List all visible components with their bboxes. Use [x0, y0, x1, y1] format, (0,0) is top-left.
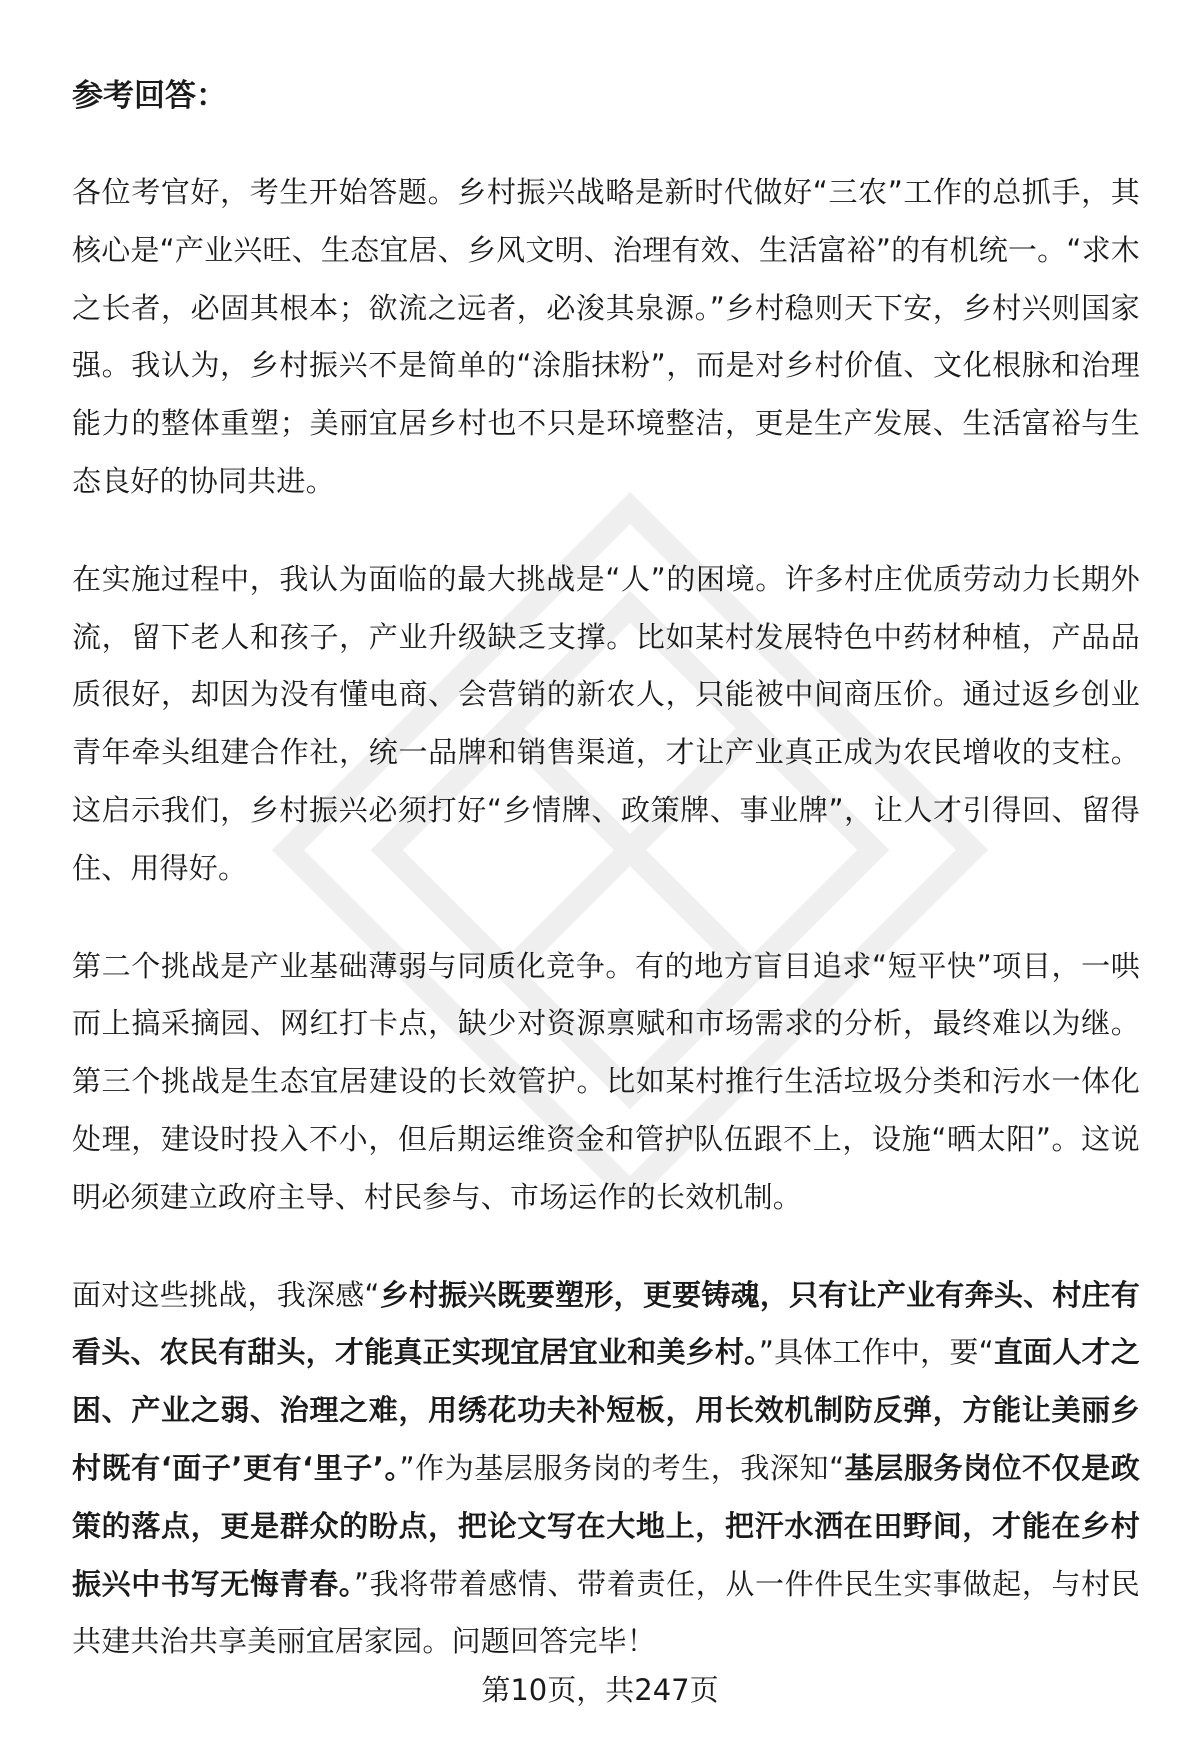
answer-paragraph — [72, 1267, 1140, 1672]
paragraph-text: ”我将带着感情、带着责任，从一件件民生实事做起，与村民共建共治共享美丽宜居家园。问题回答完毕！ — [72, 1566, 1140, 1659]
page-number: 第10页，共247页 — [481, 1673, 719, 1707]
paragraph-text: 各位考官好，考生开始答题。乡村振兴战略是新时代做好“三农”工作的总抓手，其核心是“产业兴旺、生态宜居、乡风文明、治理有效、生活富裕”的有机统一。“求木之长者，必固其根本；欲流之远者，必浚其泉源。”乡村稳则天下安，乡村兴则国家强。我认为，乡村振兴不是简单的“涂脂抹粉”，而是对乡村价值、文化根脉和治理能力的整体重塑；美丽宜居乡村也不只是环境整洁，更是生产发展、生活富裕与生态良好的协同共进。 — [72, 175, 1140, 498]
answer-paragraph — [72, 551, 1140, 898]
answer-paragraph — [72, 938, 1140, 1227]
emphasized-text: 乡村振兴既要塑形，更要铸魂，只有让产业有奔头、村庄有看头、农民有甜头，才能真正实现宜居宜业和美乡村。 — [72, 1277, 1141, 1370]
paragraph-text: ”具体工作中，要“ — [758, 1335, 994, 1370]
paragraph-text: 在实施过程中，我认为面临的最大挑战是“人”的困境。许多村庄优质劳动力长期外流，留下老人和孩子，产业升级缺乏支撑。比如某村发展特色中药材种植，产品品质很好，却因为没有懂电商、会营销的新农人，只能被中间商压价。通过返乡创业青年牵头组建合作社，统一品牌和销售渠道，才让产业真正成为农民增收的支柱。这启示我们，乡村振兴必须打好“乡情牌、政策牌、事业牌”，让人才引得回、留得住、用得好。 — [72, 561, 1140, 885]
emphasized-text: 直面人才之困、产业之弱、治理之难，用绣花功夫补短板，用长效机制防反弹，方能让美丽乡村既有‘面子’更有‘里子’。 — [72, 1335, 1140, 1485]
answer-heading: 参考回答： — [72, 78, 227, 114]
paragraph-text: 第二个挑战是产业基础薄弱与同质化竞争。有的地方盲目追求“短平快”项目，一哄而上搞采摘园、网红打卡点，缺少对资源禀赋和市场需求的分析，最终难以为继。第三个挑战是生态宜居建设的长效管护。比如某村推行生活垃圾分类和污水一体化处理，建设时投入不小，但后期运维资金和管护队伍跟不上，设施“晒太阳”。这说明必须建立政府主导、村民参与、市场运作的长效机制。 — [72, 948, 1140, 1214]
paragraph-text: 面对这些挑战，我深感“ — [72, 1277, 380, 1312]
paragraph-text: ”作为基层服务岗的考生，我深知“ — [399, 1450, 845, 1485]
emphasized-text: 基层服务岗位不仅是政策的落点，更是群众的盼点，把论文写在大地上，把汗水洒在田野间，才能在乡村振兴中书写无悔青春。 — [72, 1450, 1140, 1601]
answer-body — [72, 164, 1140, 1671]
answer-paragraph — [72, 164, 1140, 511]
